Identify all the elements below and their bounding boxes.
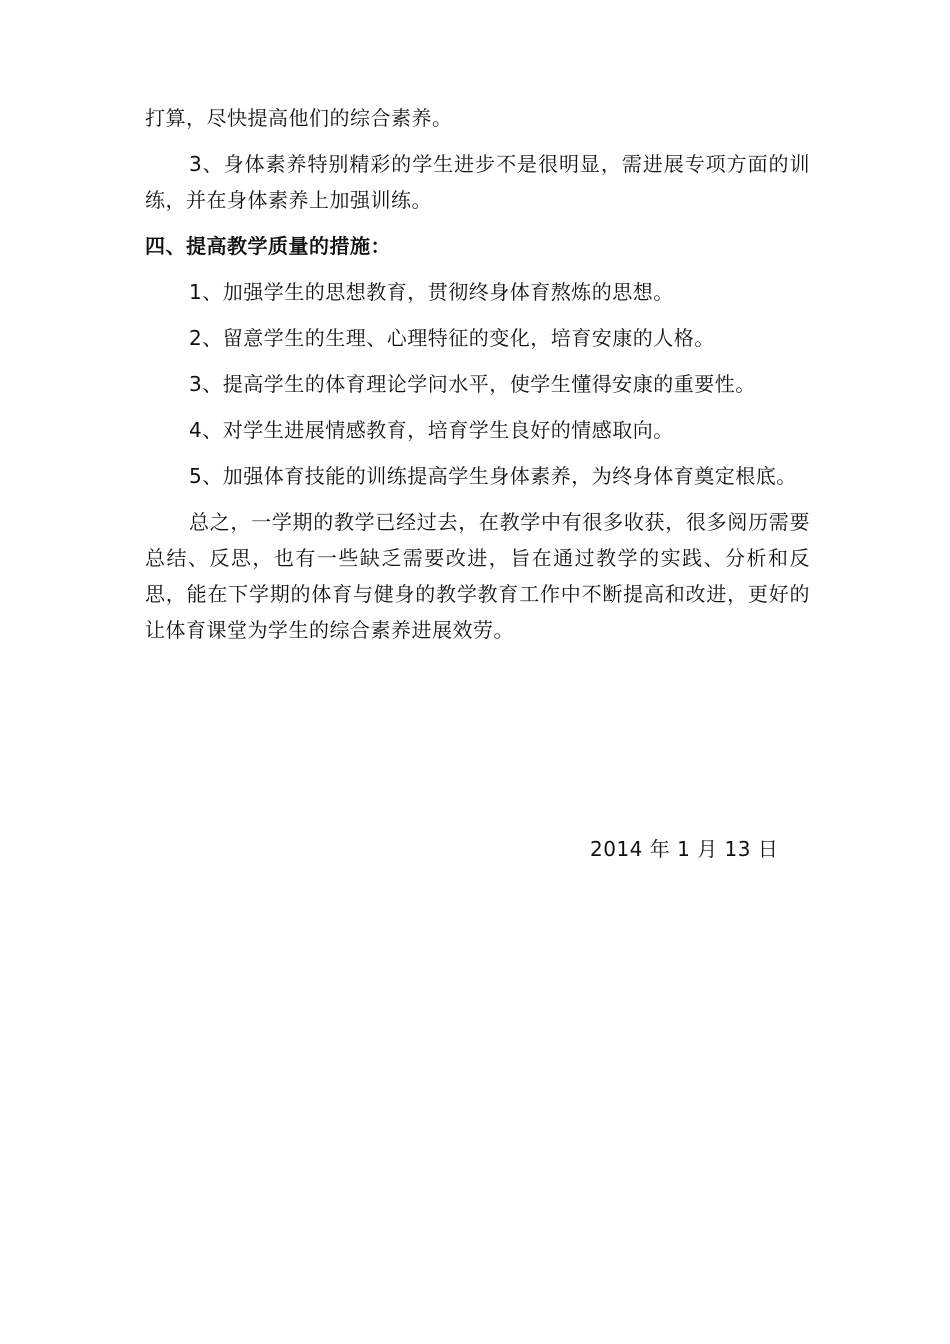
- measure-item-3: 3、提高学生的体育理论学问水平，使学生懂得安康的重要性。: [189, 372, 756, 396]
- measure-item-1: 1、加强学生的思想教育，贯彻终身体育熬炼的思想。: [189, 280, 674, 304]
- measure-item-2: 2、留意学生的生理、心理特征的变化，培育安康的人格。: [189, 326, 715, 350]
- measure-item-5: 5、加强体育技能的训练提高学生身体素养，为终身体育奠定根底。: [189, 464, 797, 488]
- measure-item-4: 4、对学生进展情感教育，培育学生良好的情感取向。: [189, 418, 674, 442]
- paragraph-continuation: 打算，尽快提高他们的综合素养。: [145, 106, 453, 130]
- paragraph-item-3: 3、身体素养特别精彩的学生进步不是很明显，需进展专项方面的训练，并在身体素养上加强训练。: [145, 152, 810, 212]
- section-heading-4: 四、提高教学质量的措施：: [145, 234, 391, 258]
- document-body: [145, 100, 810, 658]
- document-date: 2014 年 1 月 13 日: [590, 837, 779, 861]
- summary-paragraph: 总之，一学期的教学已经过去，在教学中有很多收获，很多阅历需要总结、反思，也有一些缺乏需要改进，旨在通过教学的实践、分析和反思，能在下学期的体育与健身的教学教育工作中不断提高和改进，更好的让体育课堂为学生的综合素养进展效劳。: [145, 510, 810, 642]
